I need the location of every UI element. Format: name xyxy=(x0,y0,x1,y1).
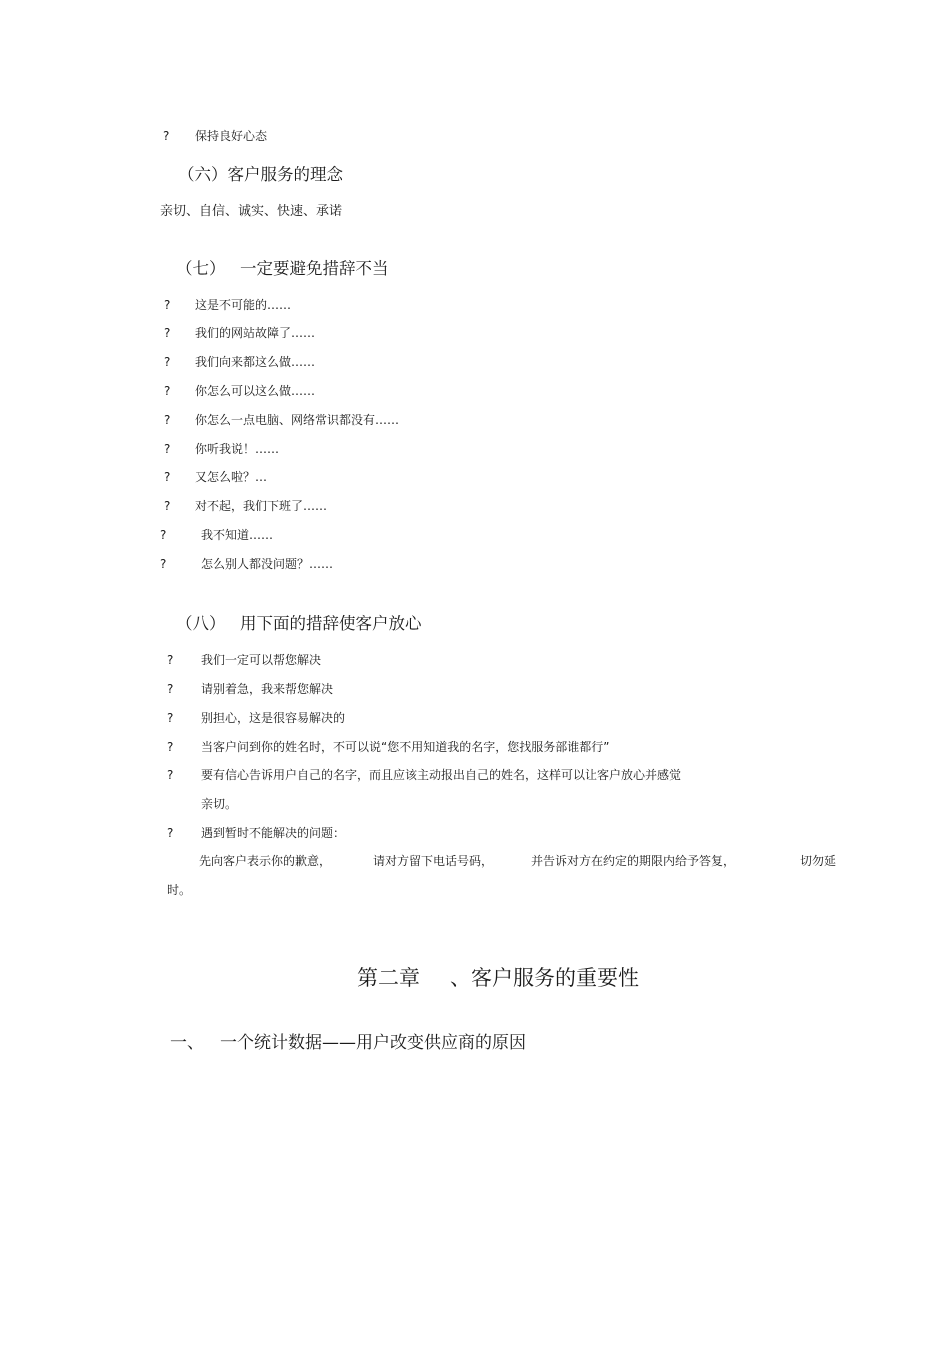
section-number: （七） xyxy=(176,259,226,278)
paragraph-segment: 先向客户表示你的歉意， xyxy=(199,854,332,868)
bullet-marker: ? xyxy=(164,326,171,340)
bullet-marker: ? xyxy=(167,653,174,667)
bullet-marker: ? xyxy=(164,499,171,513)
list-item xyxy=(164,325,315,341)
list-item xyxy=(164,441,279,457)
list-item xyxy=(167,739,609,755)
list-item xyxy=(163,128,267,144)
list-item xyxy=(167,710,345,726)
bullet-marker: ? xyxy=(163,129,170,143)
chapter-name: 、客户服务的重要性 xyxy=(450,966,639,990)
list-item-text: 对不起，我们下班了…… xyxy=(195,499,328,513)
list-item xyxy=(167,825,345,841)
bullet-marker: ? xyxy=(167,711,174,725)
bullet-marker: ? xyxy=(164,384,171,398)
bullet-marker: ? xyxy=(160,528,167,542)
paragraph-segment: 请对方留下电话号码， xyxy=(373,854,494,868)
list-item-continuation: 亲切。 xyxy=(201,797,238,811)
bullet-marker: ? xyxy=(164,470,171,484)
list-item-text: 我们向来都这么做…… xyxy=(195,355,316,369)
list-item-text: 要有信心告诉用户自己的名字，而且应该主动报出自己的姓名，这样可以让客户放心并感觉 xyxy=(201,768,682,782)
list-item-text: 我不知道…… xyxy=(201,528,274,542)
list-item xyxy=(164,498,327,514)
bullet-marker: ? xyxy=(167,682,174,696)
list-item-text: 你听我说！…… xyxy=(195,442,280,456)
bullet-marker: ? xyxy=(167,740,174,754)
paragraph-segment: 并告诉对方在约定的期限内给予答复， xyxy=(531,854,736,868)
list-item xyxy=(167,767,681,783)
paragraph-segment: 切勿延 xyxy=(800,854,837,868)
chapter-subheading xyxy=(170,1032,526,1054)
subheading-number: 一、 xyxy=(170,1033,204,1053)
list-item xyxy=(167,681,333,697)
list-item xyxy=(164,297,291,313)
list-item-text: 当客户问到你的姓名时，不可以说“您不用知道我的名字，您找服务部谁都行” xyxy=(201,740,610,754)
section-6-text: 亲切、自信、诚实、快速、承诺 xyxy=(160,204,343,219)
list-item xyxy=(167,652,321,668)
section-number: （八） xyxy=(176,614,226,633)
list-item xyxy=(160,527,273,543)
chapter-number: 第二章 xyxy=(357,966,420,990)
list-item-text: 我们一定可以帮您解决 xyxy=(201,653,322,667)
list-item-text: 你怎么可以这么做…… xyxy=(195,384,316,398)
bullet-marker: ? xyxy=(164,298,171,312)
list-item-text: 你怎么一点电脑、网络常识都没有…… xyxy=(195,413,400,427)
list-item xyxy=(164,383,315,399)
list-item-text: 请别着急，我来帮您解决 xyxy=(201,682,334,696)
section-heading-6: （六）客户服务的理念 xyxy=(178,165,343,184)
bullet-marker: ? xyxy=(167,768,174,782)
paragraph-end: 时。 xyxy=(167,883,192,897)
bullet-marker: ? xyxy=(160,557,167,571)
bullet-marker: ? xyxy=(164,355,171,369)
bullet-marker: ? xyxy=(164,413,171,427)
bullet-marker: ? xyxy=(167,826,174,840)
list-item-text: 别担心，这是很容易解决的 xyxy=(201,711,346,725)
section-heading-8 xyxy=(176,614,422,634)
list-item-text: 保持良好心态 xyxy=(195,129,268,143)
list-item-text: 这是不可能的…… xyxy=(195,298,292,312)
list-item xyxy=(164,412,399,428)
list-item-text: 又怎么啦？… xyxy=(195,470,268,484)
list-item-text: 怎么别人都没问题？…… xyxy=(201,557,334,571)
list-item xyxy=(164,354,315,370)
list-item-text: 遇到暂时不能解决的问题： xyxy=(201,826,346,840)
chapter-title xyxy=(357,965,639,991)
section-title: 用下面的措辞使客户放心 xyxy=(240,614,422,633)
subheading-title: 一个统计数据——用户改变供应商的原因 xyxy=(220,1033,526,1053)
bullet-marker: ? xyxy=(164,442,171,456)
list-item xyxy=(164,469,267,485)
list-item xyxy=(160,556,333,572)
section-title: 一定要避免措辞不当 xyxy=(240,259,389,278)
list-item-text: 我们的网站故障了…… xyxy=(195,326,316,340)
section-heading-7 xyxy=(176,259,389,279)
